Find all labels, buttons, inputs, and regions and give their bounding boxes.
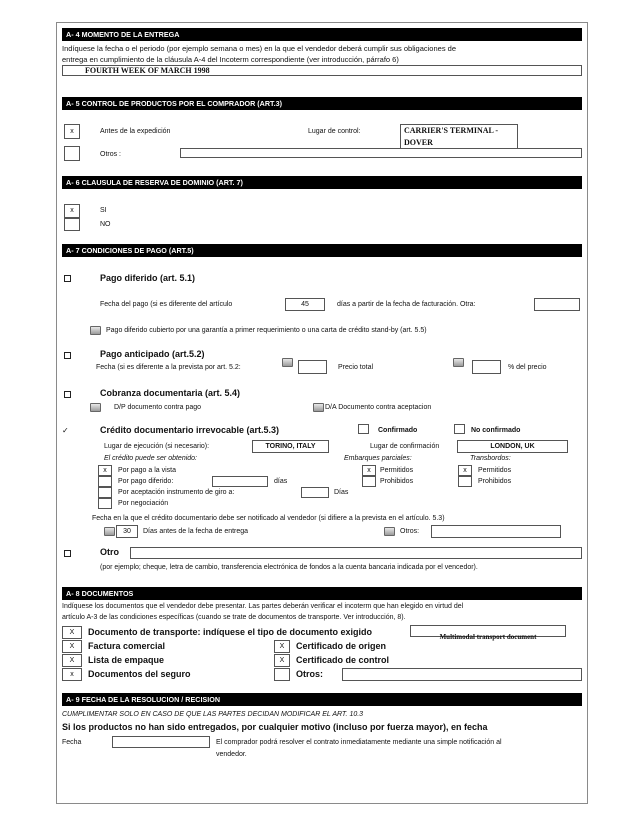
a8-transport-field[interactable] bbox=[410, 625, 566, 641]
a5-place-label: Lugar de control: bbox=[308, 128, 361, 135]
a7-others-field[interactable] bbox=[431, 525, 561, 538]
a8-packing-checkbox[interactable]: X bbox=[62, 654, 82, 667]
a5-place-value-line1: CARRIER'S TERMINAL - bbox=[404, 126, 499, 135]
a5-checkbox-before-shipment[interactable]: x bbox=[64, 124, 80, 139]
a7-sight-checkbox[interactable]: x bbox=[98, 465, 112, 476]
a7-other-title: Otro bbox=[100, 547, 119, 557]
a7-days-field[interactable]: 45 bbox=[285, 298, 325, 311]
section-a8-header: A- 8 DOCUMENTOS bbox=[62, 587, 582, 600]
a7-trans-allowed-checkbox[interactable]: x bbox=[458, 465, 472, 476]
a7-confirmation-place-label: Lugar de confirmación bbox=[370, 443, 440, 450]
a8-others-field[interactable] bbox=[342, 668, 582, 681]
section-a5-header: A- 5 CONTROL DE PRODUCTOS POR EL COMPRADOR (ART.3) bbox=[62, 97, 582, 110]
a9-description-line2: vendedor. bbox=[216, 751, 247, 758]
a8-invoice-checkbox[interactable]: X bbox=[62, 640, 82, 653]
a7-confirmed-label: Confirmado bbox=[378, 427, 418, 434]
a8-origin-checkbox[interactable]: X bbox=[274, 640, 290, 653]
a5-checkbox-others[interactable] bbox=[64, 146, 80, 161]
a7-credit-title: Crédito documentario irrevocable (art.5.3) bbox=[100, 425, 280, 435]
a7-da-button[interactable] bbox=[313, 403, 324, 412]
a7-collection-title: Cobranza documentaria (art. 5.4) bbox=[100, 388, 241, 398]
a7-acceptance-days-field[interactable] bbox=[301, 487, 329, 498]
a7-acceptance-checkbox[interactable] bbox=[98, 487, 112, 498]
a7-notification-days-field[interactable]: 30 bbox=[116, 525, 138, 538]
a7-notification-label: Fecha en la que el crédito documentario debe ser notificado al vendedor (si difiere a la prevista en el artículo. 5.3) bbox=[92, 515, 445, 522]
a7-not-confirmed-label: No confirmado bbox=[471, 427, 521, 434]
a6-yes-label: SI bbox=[100, 207, 107, 214]
a7-deferred-days-field[interactable] bbox=[212, 476, 268, 487]
a7-da-label: D/A Documento contra aceptacion bbox=[325, 404, 432, 411]
a7-execution-place-field[interactable]: TORINO, ITALY bbox=[252, 440, 329, 453]
a5-before-shipment-label: Antes de la expedición bbox=[100, 128, 171, 135]
a8-origin-label: Certificado de origen bbox=[296, 641, 387, 651]
a6-no-label: NO bbox=[100, 221, 111, 228]
a8-control-checkbox[interactable]: X bbox=[274, 654, 290, 667]
section-a9-header: A- 9 FECHA DE LA RESOLUCION / RECISION bbox=[62, 693, 582, 706]
a7-partial-prohibited-checkbox[interactable] bbox=[362, 476, 376, 487]
a7-deferred-payment-label: Por pago diferido: bbox=[118, 478, 174, 485]
a7-deferred-payment-checkbox[interactable] bbox=[98, 476, 112, 487]
a9-date-label: Fecha bbox=[62, 739, 82, 746]
a7-execution-place-label: Lugar de ejecución (si necesario): bbox=[104, 443, 210, 450]
a8-others-checkbox[interactable] bbox=[274, 668, 290, 681]
a7-dp-label: D/P documento contra pago bbox=[114, 404, 202, 411]
a7-deferred-title: Pago diferido (art. 5.1) bbox=[100, 273, 196, 283]
a7-days-text: días a partir de la fecha de facturación. Otra: bbox=[337, 301, 476, 308]
a8-insurance-checkbox[interactable]: x bbox=[62, 668, 82, 681]
a4-delivery-field[interactable] bbox=[62, 65, 582, 76]
a9-note: CUMPLIMENTAR SOLO EN CASO DE QUE LAS PARTES DECIDAN MODIFICAR EL ART. 10.3 bbox=[62, 711, 364, 718]
a7-deferred-days-label: días bbox=[274, 478, 288, 485]
section-a6-header: A- 6 CLAUSULA DE RESERVA DE DOMINIO (ART. 7) bbox=[62, 176, 582, 189]
a7-trans-prohibited-label: Prohibidos bbox=[478, 478, 512, 485]
a7-payment-date-label: Fecha del pago (si es diferente del artículo bbox=[100, 301, 233, 308]
a9-title: Si los productos no han sido entregados, por cualquier motivo (incluso por fuerza mayor), en fecha bbox=[62, 722, 488, 732]
a7-total-price-label: Precio total bbox=[338, 364, 374, 371]
a7-advance-title: Pago anticipado (art.5.2) bbox=[100, 349, 205, 359]
section-a7-header: A- 7 CONDICIONES DE PAGO (ART.5) bbox=[62, 244, 582, 257]
section-a4-header: A- 4 MOMENTO DE LA ENTREGA bbox=[62, 28, 582, 41]
a8-transport-checkbox[interactable]: X bbox=[62, 626, 82, 639]
a7-guarantee-button[interactable] bbox=[90, 326, 101, 335]
a7-percent-field[interactable] bbox=[472, 360, 501, 374]
a7-negotiation-checkbox[interactable] bbox=[98, 498, 112, 509]
a7-sight-label: Por pago a la vista bbox=[118, 467, 176, 474]
a7-notification-days-label: Días antes de la fecha de entrega bbox=[143, 528, 249, 535]
a7-other-date-field[interactable] bbox=[534, 298, 580, 311]
a7-partial-shipments-label: Embarques parciales: bbox=[344, 455, 412, 462]
a7-advance-date-button[interactable] bbox=[282, 358, 293, 367]
a7-confirmed-checkbox[interactable] bbox=[358, 424, 369, 434]
a7-not-confirmed-checkbox[interactable] bbox=[454, 424, 465, 434]
a5-others-field[interactable] bbox=[180, 148, 582, 158]
a7-deferred-checkbox[interactable] bbox=[64, 275, 71, 282]
a4-instruction-line2: entrega en cumplimiento de la cláusula A-4 del Incoterm correspondiente (ver introducción, párrafo 6) bbox=[62, 55, 399, 64]
a8-others-label: Otros: bbox=[296, 669, 323, 679]
a7-negotiation-label: Por negociación bbox=[118, 500, 169, 507]
a7-advance-checkbox[interactable] bbox=[64, 352, 71, 359]
a8-insurance-label: Documentos del seguro bbox=[88, 669, 191, 679]
a7-trans-prohibited-checkbox[interactable] bbox=[458, 476, 472, 487]
a8-instruction-line2: artículo A-3 de las condiciones específicas (cuando se trate de documentos de transporte. Ver introducción, 8). bbox=[62, 614, 406, 621]
a8-packing-label: Lista de empaque bbox=[88, 655, 165, 665]
a7-others-button[interactable] bbox=[384, 527, 395, 536]
a7-credit-checkmark-icon: ✓ bbox=[62, 426, 69, 435]
a9-description-line1: El comprador podrá resolver el contrato inmediatamente mediante una simple notificación al bbox=[216, 739, 502, 746]
a7-acceptance-days-label: Días bbox=[334, 489, 349, 496]
a8-instruction-line1: Indíquese los documentos que el vendedor debe presentar. Las partes deberán verificar el incoterm que han elegido en virtud del bbox=[62, 603, 464, 610]
a7-notification-button[interactable] bbox=[104, 527, 115, 536]
a7-advance-date-label: Fecha (si es diferente a la prevista por art. 5.2: bbox=[96, 364, 241, 371]
a7-partial-allowed-label: Permitidos bbox=[380, 467, 414, 474]
a7-others-label: Otros: bbox=[400, 528, 420, 535]
a8-control-label: Certificado de control bbox=[296, 655, 390, 665]
a8-invoice-label: Factura comercial bbox=[88, 641, 166, 651]
a5-others-label: Otros : bbox=[100, 151, 122, 158]
a7-collection-checkbox[interactable] bbox=[64, 391, 71, 398]
a7-partial-prohibited-label: Prohibidos bbox=[380, 478, 414, 485]
a8-transport-value: Multimodal transport document bbox=[439, 633, 537, 641]
a7-confirmation-place-field[interactable]: LONDON, UK bbox=[457, 440, 568, 453]
a6-checkbox-no[interactable] bbox=[64, 218, 80, 231]
a8-transport-label: Documento de transporte: indíquese el tipo de documento exigido bbox=[88, 627, 373, 637]
a6-checkbox-yes[interactable]: x bbox=[64, 204, 80, 218]
a7-transshipment-label: Transbordos: bbox=[470, 455, 511, 462]
a7-acceptance-label: Por aceptación instrumento de giro a: bbox=[118, 489, 235, 496]
a7-partial-allowed-checkbox[interactable]: x bbox=[362, 465, 376, 476]
a7-other-checkbox[interactable] bbox=[64, 550, 71, 557]
a7-other-description: (por ejemplo; cheque, letra de cambio, transferencia electrónica de fondos a la cuenta bancaria indicada por el vencedor). bbox=[100, 564, 478, 571]
a5-place-field[interactable] bbox=[400, 124, 518, 150]
a9-date-field[interactable] bbox=[112, 736, 210, 748]
a7-obtained-label: El crédito puede ser obtenido: bbox=[104, 455, 198, 462]
a7-other-field[interactable] bbox=[130, 547, 582, 559]
a4-instruction-line1: Indíquese la fecha o el periodo (por ejemplo semana o mes) en la que el vendedor deberá cumplir sus obligaciones de bbox=[62, 44, 456, 53]
a7-guarantee-label: Pago diferido cubierto por una garantía a primer requerimiento o una carta de crédito stand-by (art. 5.5) bbox=[106, 327, 427, 334]
a7-percent-button[interactable] bbox=[453, 358, 464, 367]
a4-delivery-value: FOURTH WEEK OF MARCH 1998 bbox=[85, 66, 210, 75]
a7-trans-allowed-label: Permitidos bbox=[478, 467, 512, 474]
a7-advance-date-field[interactable] bbox=[298, 360, 327, 374]
a5-place-value-line2: DOVER bbox=[404, 138, 433, 147]
a7-percent-label: % del precio bbox=[508, 364, 547, 371]
a7-dp-button[interactable] bbox=[90, 403, 101, 412]
